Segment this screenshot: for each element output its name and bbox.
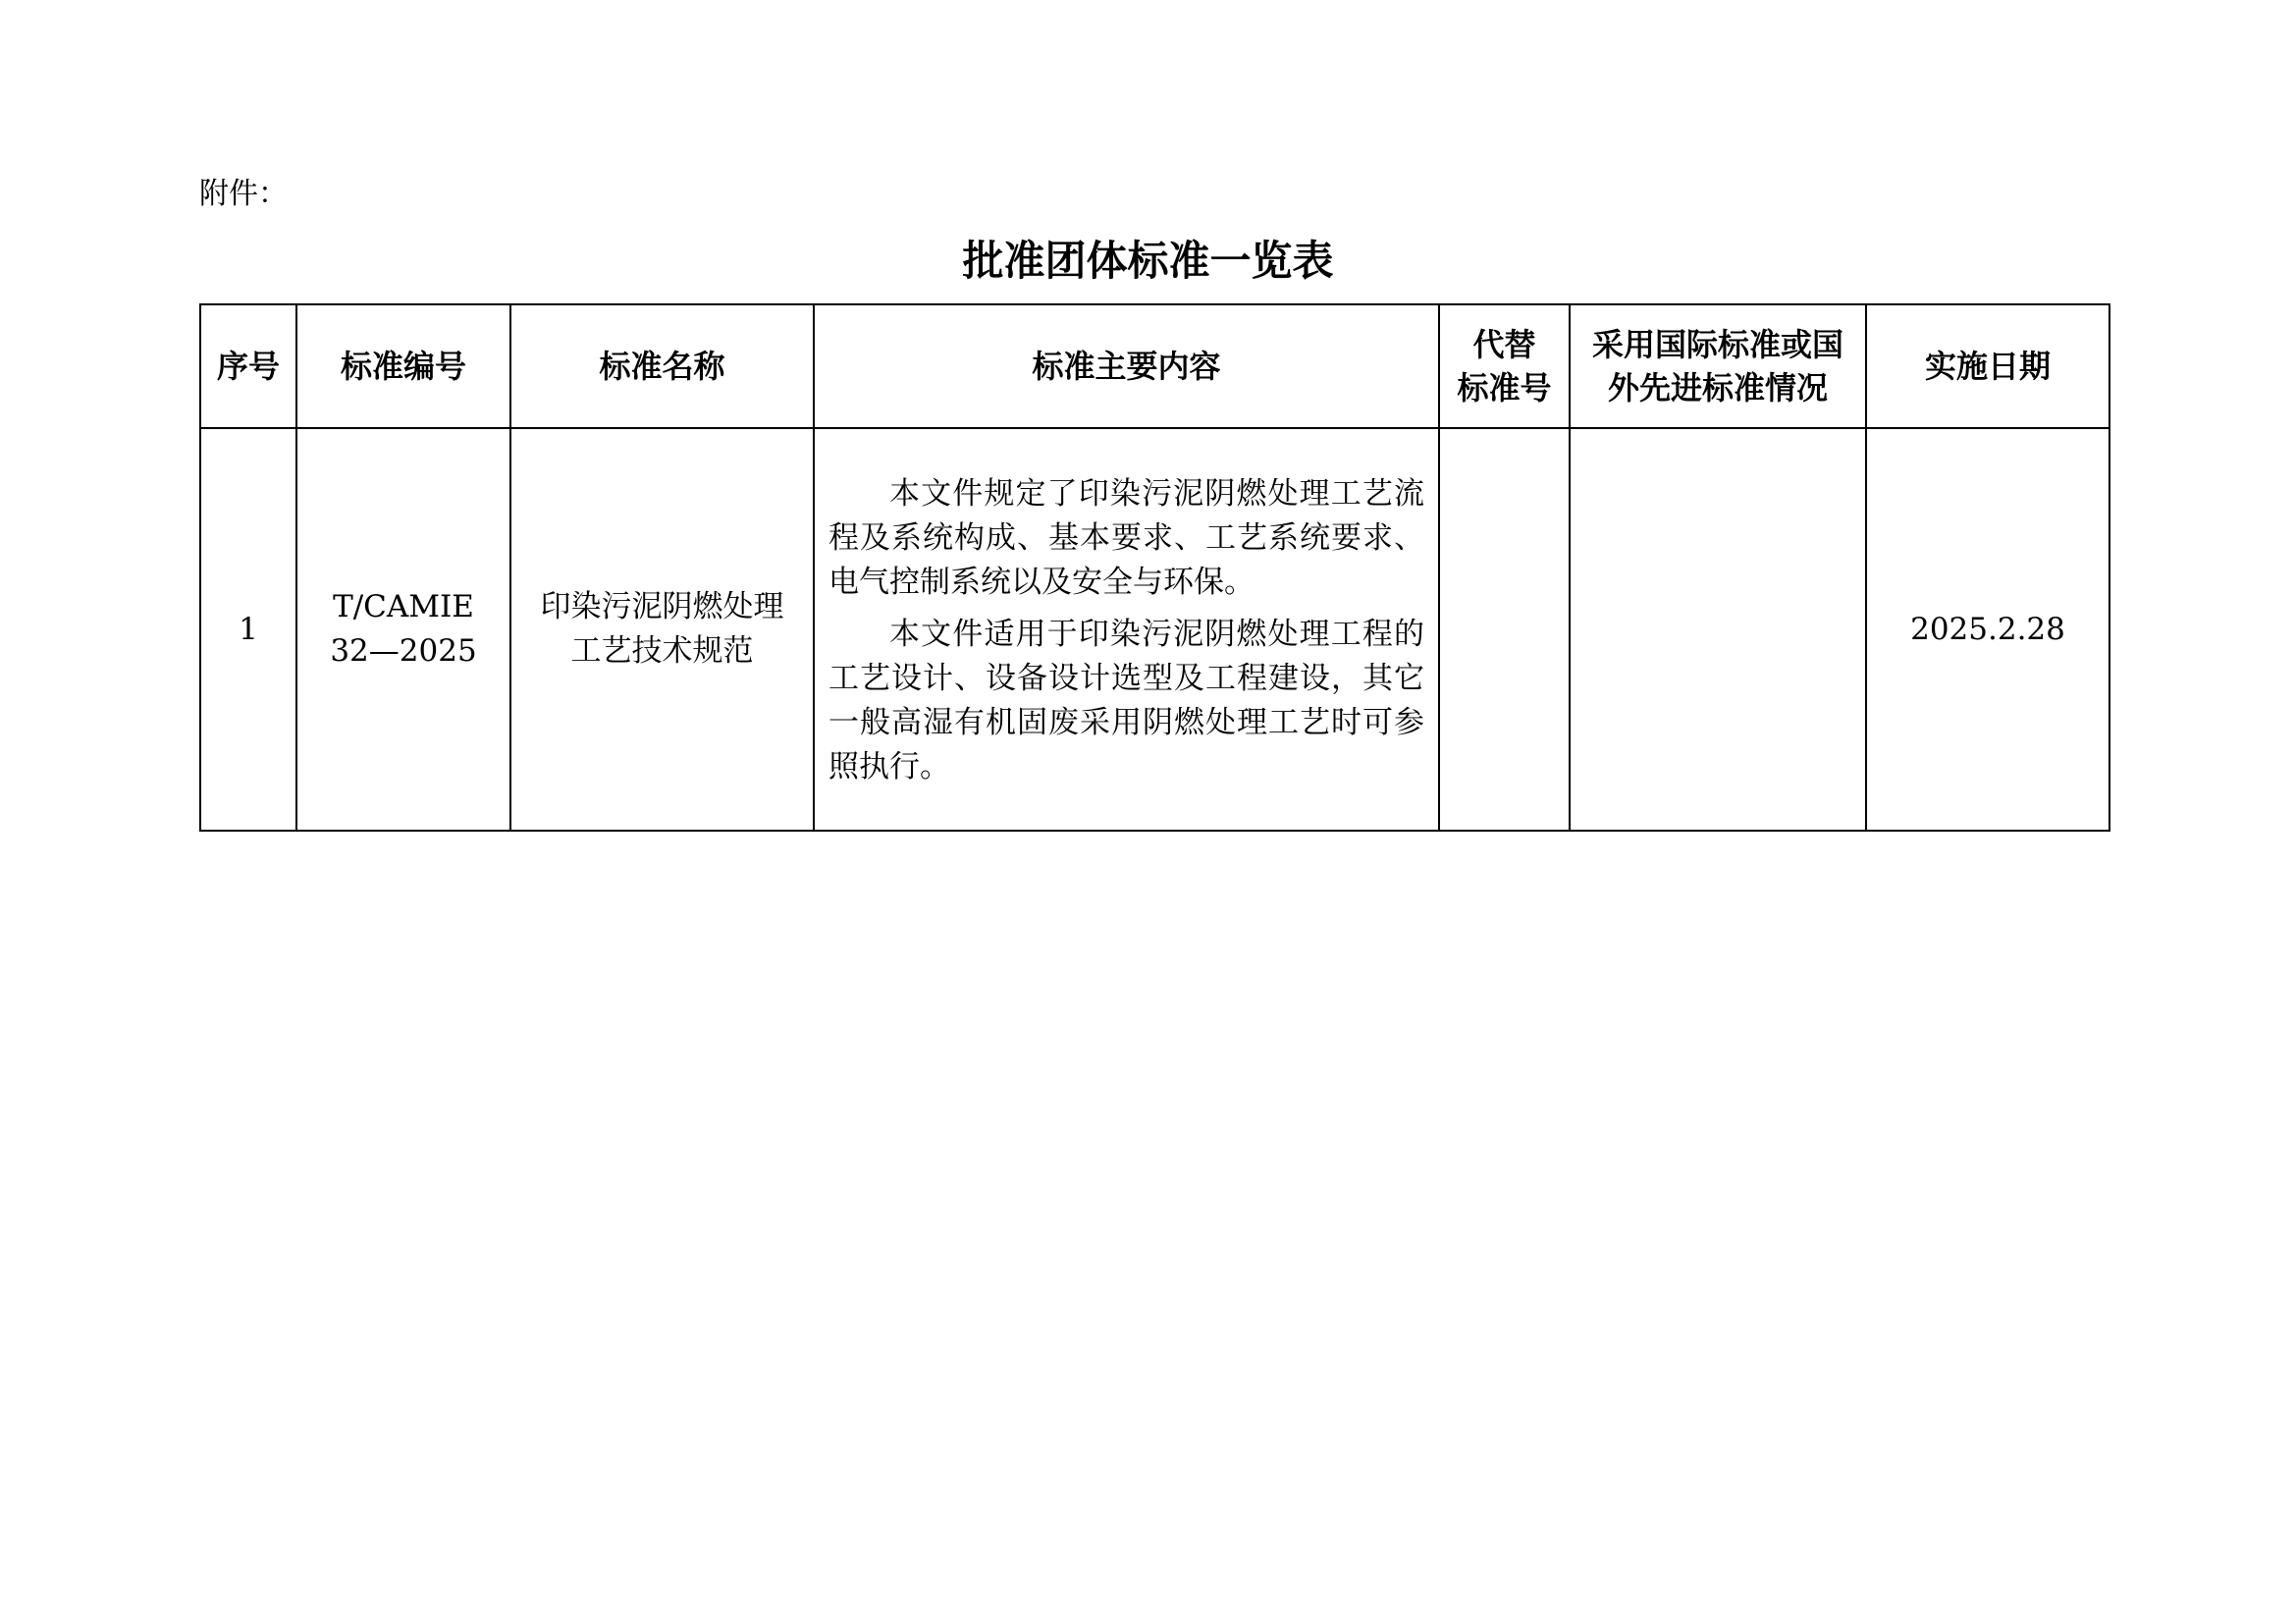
code-line1: T/CAMIE: [333, 589, 474, 624]
table-body: [200, 428, 2109, 831]
header-replace-line2: 标准号: [1457, 369, 1552, 406]
code-line2: 32—2025: [330, 633, 477, 669]
header-seq-label: 序号: [216, 348, 280, 385]
header-name: [510, 304, 814, 428]
cell-content: [814, 428, 1439, 831]
header-intl: [1570, 304, 1866, 428]
name-line2: 工艺技术规范: [570, 633, 754, 669]
cell-name: [510, 428, 814, 831]
header-row: [200, 304, 2109, 428]
header-intl-line2: 外先进标准情况: [1607, 369, 1828, 406]
header-date: [1866, 304, 2109, 428]
header-intl-line1: 采用国际标准或国: [1591, 326, 1843, 363]
date-value: 2025.2.28: [1910, 611, 2065, 647]
cell-code: [296, 428, 510, 831]
seq-value: 1: [239, 611, 258, 647]
cell-intl: [1570, 428, 1866, 831]
table-header: [200, 304, 2109, 428]
header-code-label: 标准编号: [340, 348, 466, 385]
header-replace: [1439, 304, 1570, 428]
table-row: [200, 428, 2109, 831]
document-title: 批准团体标准一览表: [962, 237, 1334, 285]
content-paragraph-applicability: 本文件适用于印染污泥阴燃处理工程的工艺设计、设备设计选型及工程建设，其它一般高湿有机固废采用阴燃处理工艺时可参照执行。: [828, 616, 1424, 785]
header-date-label: 实施日期: [1924, 348, 2051, 385]
name-line1: 印染污泥阴燃处理: [540, 589, 784, 624]
header-seq: [200, 304, 296, 428]
header-replace-line1: 代替: [1472, 326, 1536, 363]
header-content: [814, 304, 1439, 428]
content-text: [815, 445, 1438, 815]
cell-date: [1866, 428, 2109, 831]
header-code: [296, 304, 510, 428]
cell-seq: [200, 428, 296, 831]
standards-table: [199, 303, 2110, 832]
header-content-label: 标准主要内容: [1032, 348, 1221, 385]
content-paragraph-scope: 本文件规定了印染污泥阴燃处理工艺流程及系统构成、基本要求、工艺系统要求、电气控制系统以及安全与环保。: [828, 475, 1424, 600]
header-name-label: 标准名称: [599, 348, 725, 385]
cell-replace: [1439, 428, 1570, 831]
attachment-label: 附件：: [199, 177, 288, 211]
